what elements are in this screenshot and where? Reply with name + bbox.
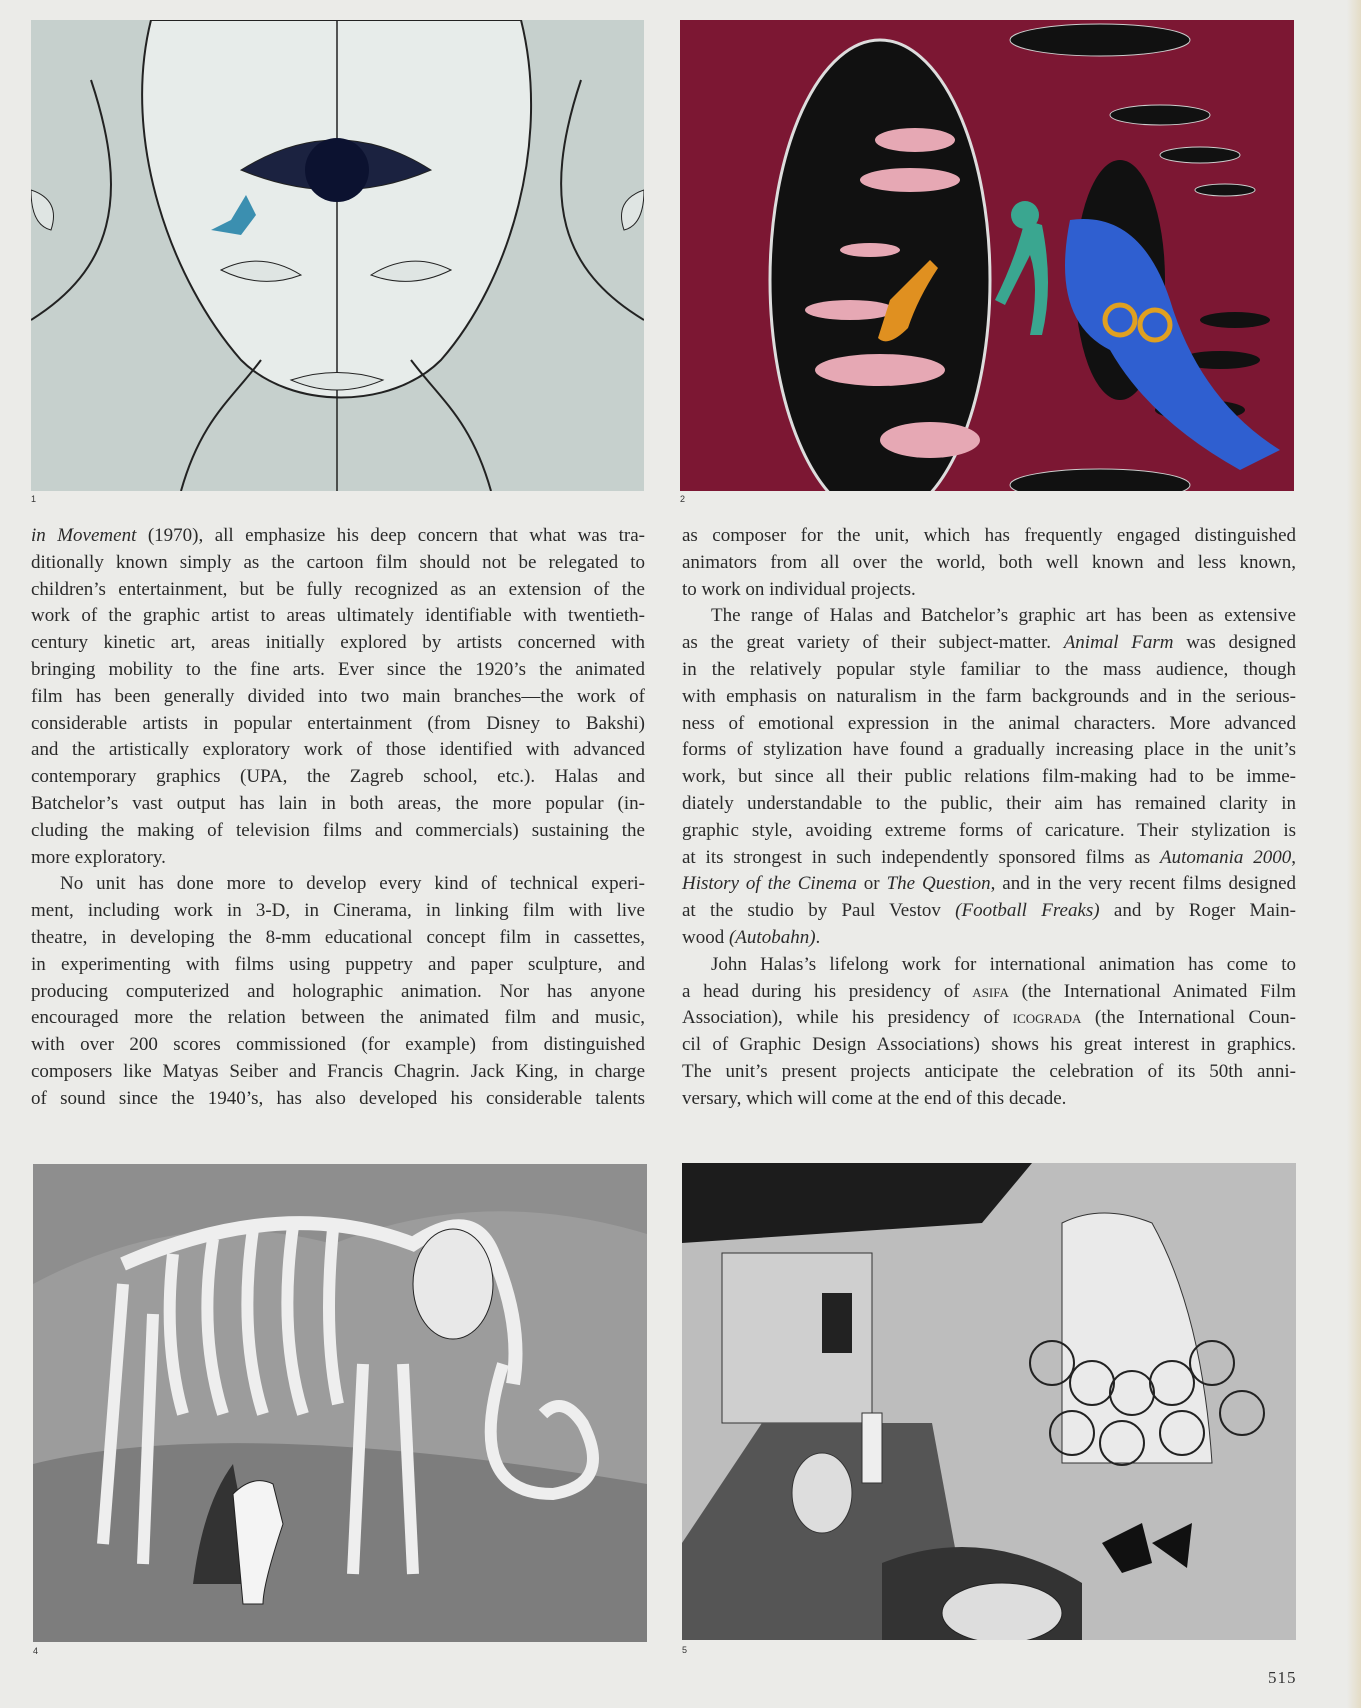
- text-line: [31, 1032, 645, 1059]
- body-text: more exploratory.: [31, 846, 166, 868]
- text-line: [31, 764, 645, 791]
- text-line: [31, 737, 645, 764]
- italic-title-text: Automania 2000: [1160, 846, 1292, 868]
- text-line: [31, 711, 645, 738]
- body-text: , and in the very recent films designed: [990, 873, 1296, 895]
- text-line: [31, 925, 645, 952]
- text-line: [31, 979, 645, 1006]
- body-text: in experimenting with films using puppetry and paper sculpture, and: [31, 953, 645, 975]
- text-line: [682, 818, 1296, 845]
- text-line: [682, 550, 1296, 577]
- figure-4-mammoth-skeleton-illustration: [33, 1164, 647, 1642]
- text-line: [31, 657, 645, 684]
- text-line: [682, 1005, 1296, 1032]
- figure-2-space-illustration: [680, 20, 1294, 491]
- italic-title-text: (Football Freaks): [955, 900, 1100, 922]
- text-line: [31, 1005, 645, 1032]
- body-text: cil of Graphic Design Associations) shows his great interest in graphics.: [682, 1034, 1296, 1056]
- text-line: [682, 979, 1296, 1006]
- body-text: (the International Animated Film: [1008, 980, 1296, 1002]
- text-line: [31, 630, 645, 657]
- figure-1-number: 1: [31, 494, 37, 504]
- figure-5-number: 5: [682, 1645, 688, 1655]
- body-text: The unit’s present projects anticipate the celebration of its 50th anni-: [682, 1060, 1296, 1082]
- figure-1-face-illustration: [31, 20, 644, 491]
- body-text: with emphasis on naturalism in the farm backgrounds and in the serious-: [682, 685, 1296, 707]
- body-text: as composer for the unit, which has frequently engaged distinguished: [682, 525, 1296, 546]
- text-line: [31, 684, 645, 711]
- text-line: [682, 1059, 1296, 1086]
- text-line: [31, 550, 645, 577]
- italic-title-text: History of the Cinema: [682, 873, 857, 895]
- text-line: [682, 630, 1296, 657]
- text-line: [682, 791, 1296, 818]
- body-text: animators from all over the world, both well known and less known,: [682, 551, 1296, 573]
- text-line: [682, 684, 1296, 711]
- text-line: [682, 603, 1296, 630]
- text-line: [682, 952, 1296, 979]
- body-text: cluding the making of television films and commercials) sustaining the: [31, 819, 645, 841]
- figure-2-number: 2: [680, 494, 686, 504]
- text-line: [682, 871, 1296, 898]
- page-edge: [1347, 0, 1361, 1708]
- figure-5-banquet-scene-illustration: [682, 1163, 1296, 1640]
- text-line: [31, 577, 645, 604]
- body-text: .: [815, 926, 821, 948]
- text-line: [682, 577, 1296, 604]
- text-column-left: [31, 523, 645, 1113]
- page-number: 515: [1268, 1668, 1297, 1687]
- body-text: of sound since the 1940’s, has also developed his considerable talents: [31, 1087, 645, 1109]
- text-line: [682, 898, 1296, 925]
- body-text: (the International Coun-: [1081, 1007, 1296, 1029]
- text-line: [682, 1086, 1296, 1113]
- text-line: [682, 711, 1296, 738]
- body-text: bringing mobility to the fine arts. Ever since the 1920’s the animated: [31, 658, 645, 680]
- text-column-right: [682, 523, 1296, 1113]
- body-text: in the relatively popular style familiar to the mass audience, though: [682, 658, 1296, 680]
- text-line: [682, 657, 1296, 684]
- body-text: a head during his presidency of: [682, 980, 973, 1002]
- body-text: as the great variety of their subject-matter.: [682, 632, 1064, 654]
- italic-title-text: The Question: [886, 873, 991, 895]
- text-line: [31, 952, 645, 979]
- body-text: graphic style, avoiding extreme forms of caricature. Their stylization is: [682, 819, 1296, 841]
- text-line: [31, 818, 645, 845]
- body-text: ,: [1291, 846, 1296, 868]
- body-text: No unit has done more to develop every kind of technical experi-: [60, 873, 645, 895]
- body-text: wood: [682, 926, 729, 948]
- text-line: [682, 845, 1296, 872]
- body-text: ness of emotional expression in the animal characters. More advanced: [682, 712, 1296, 734]
- body-text: Association), while his presidency of: [682, 1007, 1013, 1029]
- text-line: [31, 898, 645, 925]
- body-text: film has been generally divided into two main branches—the work of: [31, 685, 645, 707]
- text-line: [31, 845, 645, 872]
- italic-title-text: (Autobahn): [728, 926, 816, 948]
- text-line: [31, 871, 645, 898]
- body-text: and by Roger Main-: [1099, 900, 1296, 922]
- small-caps-acronym: icograda: [1012, 1007, 1082, 1029]
- body-text: children’s entertainment, but be fully recognized as an extension of the: [31, 578, 645, 600]
- body-text: considerable artists in popular entertainment (from Disney to Bakshi): [31, 712, 645, 734]
- text-line: [682, 523, 1296, 550]
- body-text: The range of Halas and Batchelor’s graphic art has been as extensive: [711, 605, 1296, 627]
- body-text: and the artistically exploratory work of those identified with advanced: [31, 739, 645, 761]
- body-text: work of the graphic artist to areas ultimately identifiable with twentieth-: [31, 605, 645, 627]
- body-text: century kinetic art, areas initially explored by artists concerned with: [31, 632, 645, 654]
- body-text: was designed: [1173, 632, 1296, 654]
- body-text: to work on individual projects.: [682, 578, 916, 600]
- body-text: encouraged more the relation between the animated film and music,: [31, 1007, 645, 1029]
- body-text: or: [856, 873, 887, 895]
- italic-title-text: in Movement: [31, 525, 137, 546]
- body-text: ditionally known simply as the cartoon film should not be relegated to: [31, 551, 645, 573]
- text-line: [31, 523, 645, 550]
- body-text: with over 200 scores commissioned (for example) from distinguished: [31, 1034, 645, 1056]
- text-line: [31, 1086, 645, 1113]
- body-text: producing computerized and holographic animation. Nor has anyone: [31, 980, 645, 1002]
- body-text: (1970), all emphasize his deep concern that what was tra-: [136, 525, 646, 546]
- text-line: [682, 764, 1296, 791]
- text-line: [682, 1032, 1296, 1059]
- body-text: composers like Matyas Seiber and Francis Chagrin. Jack King, in charge: [31, 1060, 645, 1082]
- small-caps-acronym: asifa: [972, 980, 1009, 1002]
- text-line: [682, 737, 1296, 764]
- body-text: forms of stylization have found a gradually increasing place in the unit’s: [682, 739, 1296, 761]
- body-text: ment, including work in 3-D, in Cinerama, in linking film with live: [31, 900, 645, 922]
- body-text: work, but since all their public relations film-making had to be imme-: [682, 766, 1296, 788]
- italic-title-text: Animal Farm: [1063, 632, 1174, 654]
- body-text: diately understandable to the public, their aim has remained clarity in: [682, 792, 1296, 814]
- text-line: [31, 791, 645, 818]
- text-line: [31, 603, 645, 630]
- body-text: at its strongest in such independently sponsored films as: [682, 846, 1161, 868]
- text-line: [682, 925, 1296, 952]
- text-line: [31, 1059, 645, 1086]
- body-text: contemporary graphics (UPA, the Zagreb school, etc.). Halas and: [31, 766, 645, 788]
- body-text: versary, which will come at the end of this decade.: [682, 1087, 1067, 1109]
- body-text: Batchelor’s vast output has lain in both areas, the more popular (in-: [31, 792, 645, 814]
- figure-4-number: 4: [33, 1646, 39, 1656]
- body-text: John Halas’s lifelong work for international animation has come to: [711, 953, 1296, 975]
- body-text: at the studio by Paul Vestov: [682, 900, 956, 922]
- body-text: theatre, in developing the 8-mm educational concept film in cassettes,: [31, 926, 645, 948]
